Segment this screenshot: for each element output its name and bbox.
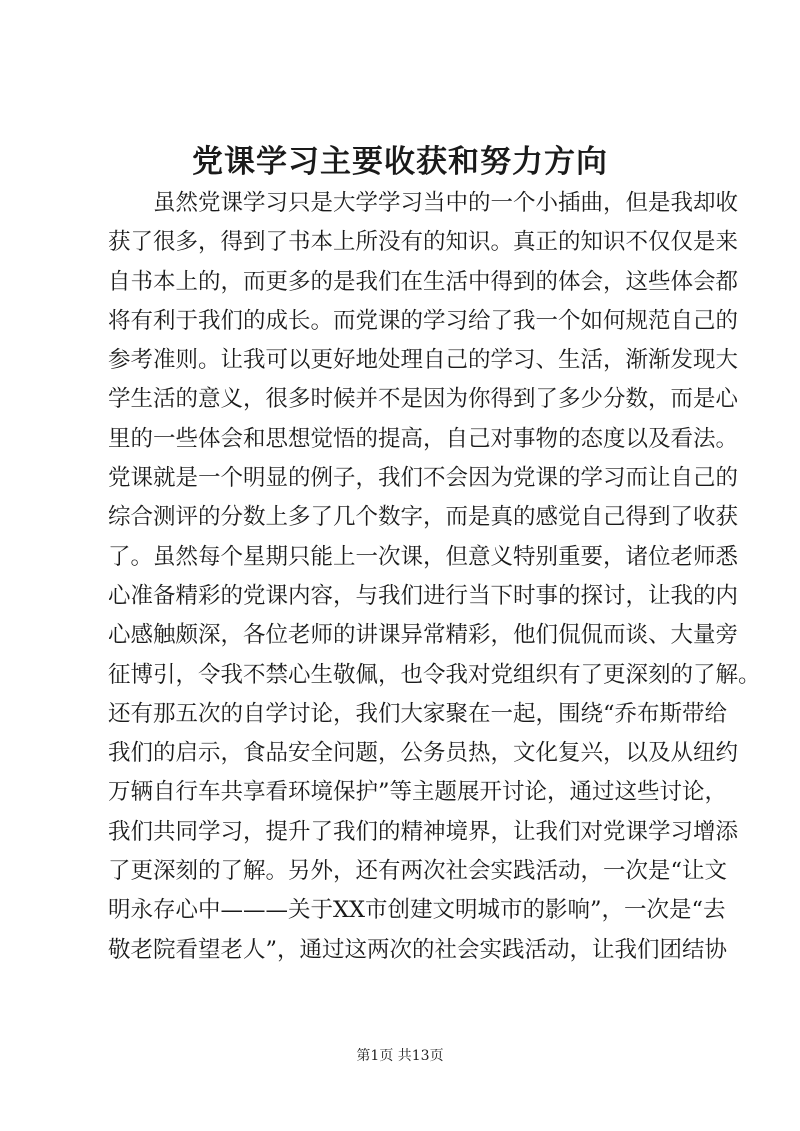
text-line: 明永存心中———关于XX市创建文明城市的影响”，一次是“去: [108, 897, 726, 924]
text-line: 综合测评的分数上多了几个数字，而是真的感觉自己得到了收获: [108, 504, 739, 531]
text-line: 还有那五次的自学讨论，我们大家聚在一起，围绕“乔布斯带给: [108, 700, 728, 727]
text-line: 我们的启示，食品安全问题，公务员热，文化复兴，以及从纽约: [108, 740, 739, 767]
text-line: 虽然党课学习只是大学学习当中的一个小插曲，但是我却收: [108, 190, 739, 216]
text-line: 将有利于我们的成长。而党课的学习给了我一个如何规范自己的: [108, 307, 739, 334]
document-title: 党课学习主要收获和努力方向: [192, 144, 608, 180]
text-line: 学生活的意义，很多时候并不是因为你得到了多少分数，而是心: [108, 386, 739, 413]
text-line: 心准备精彩的党课内容，与我们进行当下时事的探讨，让我的内: [108, 582, 739, 609]
text-line: 党课就是一个明显的例子，我们不会因为党课的学习而让自己的: [108, 465, 739, 492]
text-line: 万辆自行车共享看环境保护”等主题展开讨论，通过这些讨论，: [108, 779, 728, 806]
text-line: 我们共同学习，提升了我们的精神境界，让我们对党课学习增添: [108, 818, 739, 845]
text-line: 心感触颇深，各位老师的讲课异常精彩，他们侃侃而谈、大量旁: [108, 622, 739, 649]
text-line: 征博引，令我不禁心生敬佩，也令我对党组织有了更深刻的了解。: [108, 661, 761, 688]
text-line: 了。虽然每个星期只能上一次课，但意义特别重要，诸位老师悉: [108, 543, 739, 570]
text-line: 了更深刻的了解。另外，还有两次社会实践活动，一次是“让文: [108, 858, 728, 885]
text-line: 自书本上的，而更多的是我们在生活中得到的体会，这些体会都: [108, 268, 739, 295]
text-line: 里的一些体会和思想觉悟的提高，自己对事物的态度以及看法。: [108, 425, 739, 452]
body-paragraph: [108, 184, 761, 970]
text-line: 敬老院看望老人”，通过这两次的社会实践活动，让我们团结协: [108, 936, 728, 963]
text-line: 获了很多，得到了书本上所没有的知识。真正的知识不仅仅是来: [108, 229, 739, 256]
page-number: 第1页 共13页: [356, 1048, 444, 1064]
text-line: 参考准则。让我可以更好地处理自己的学习、生活，渐渐发现大: [108, 347, 739, 374]
page-footer: [0, 1046, 800, 1066]
